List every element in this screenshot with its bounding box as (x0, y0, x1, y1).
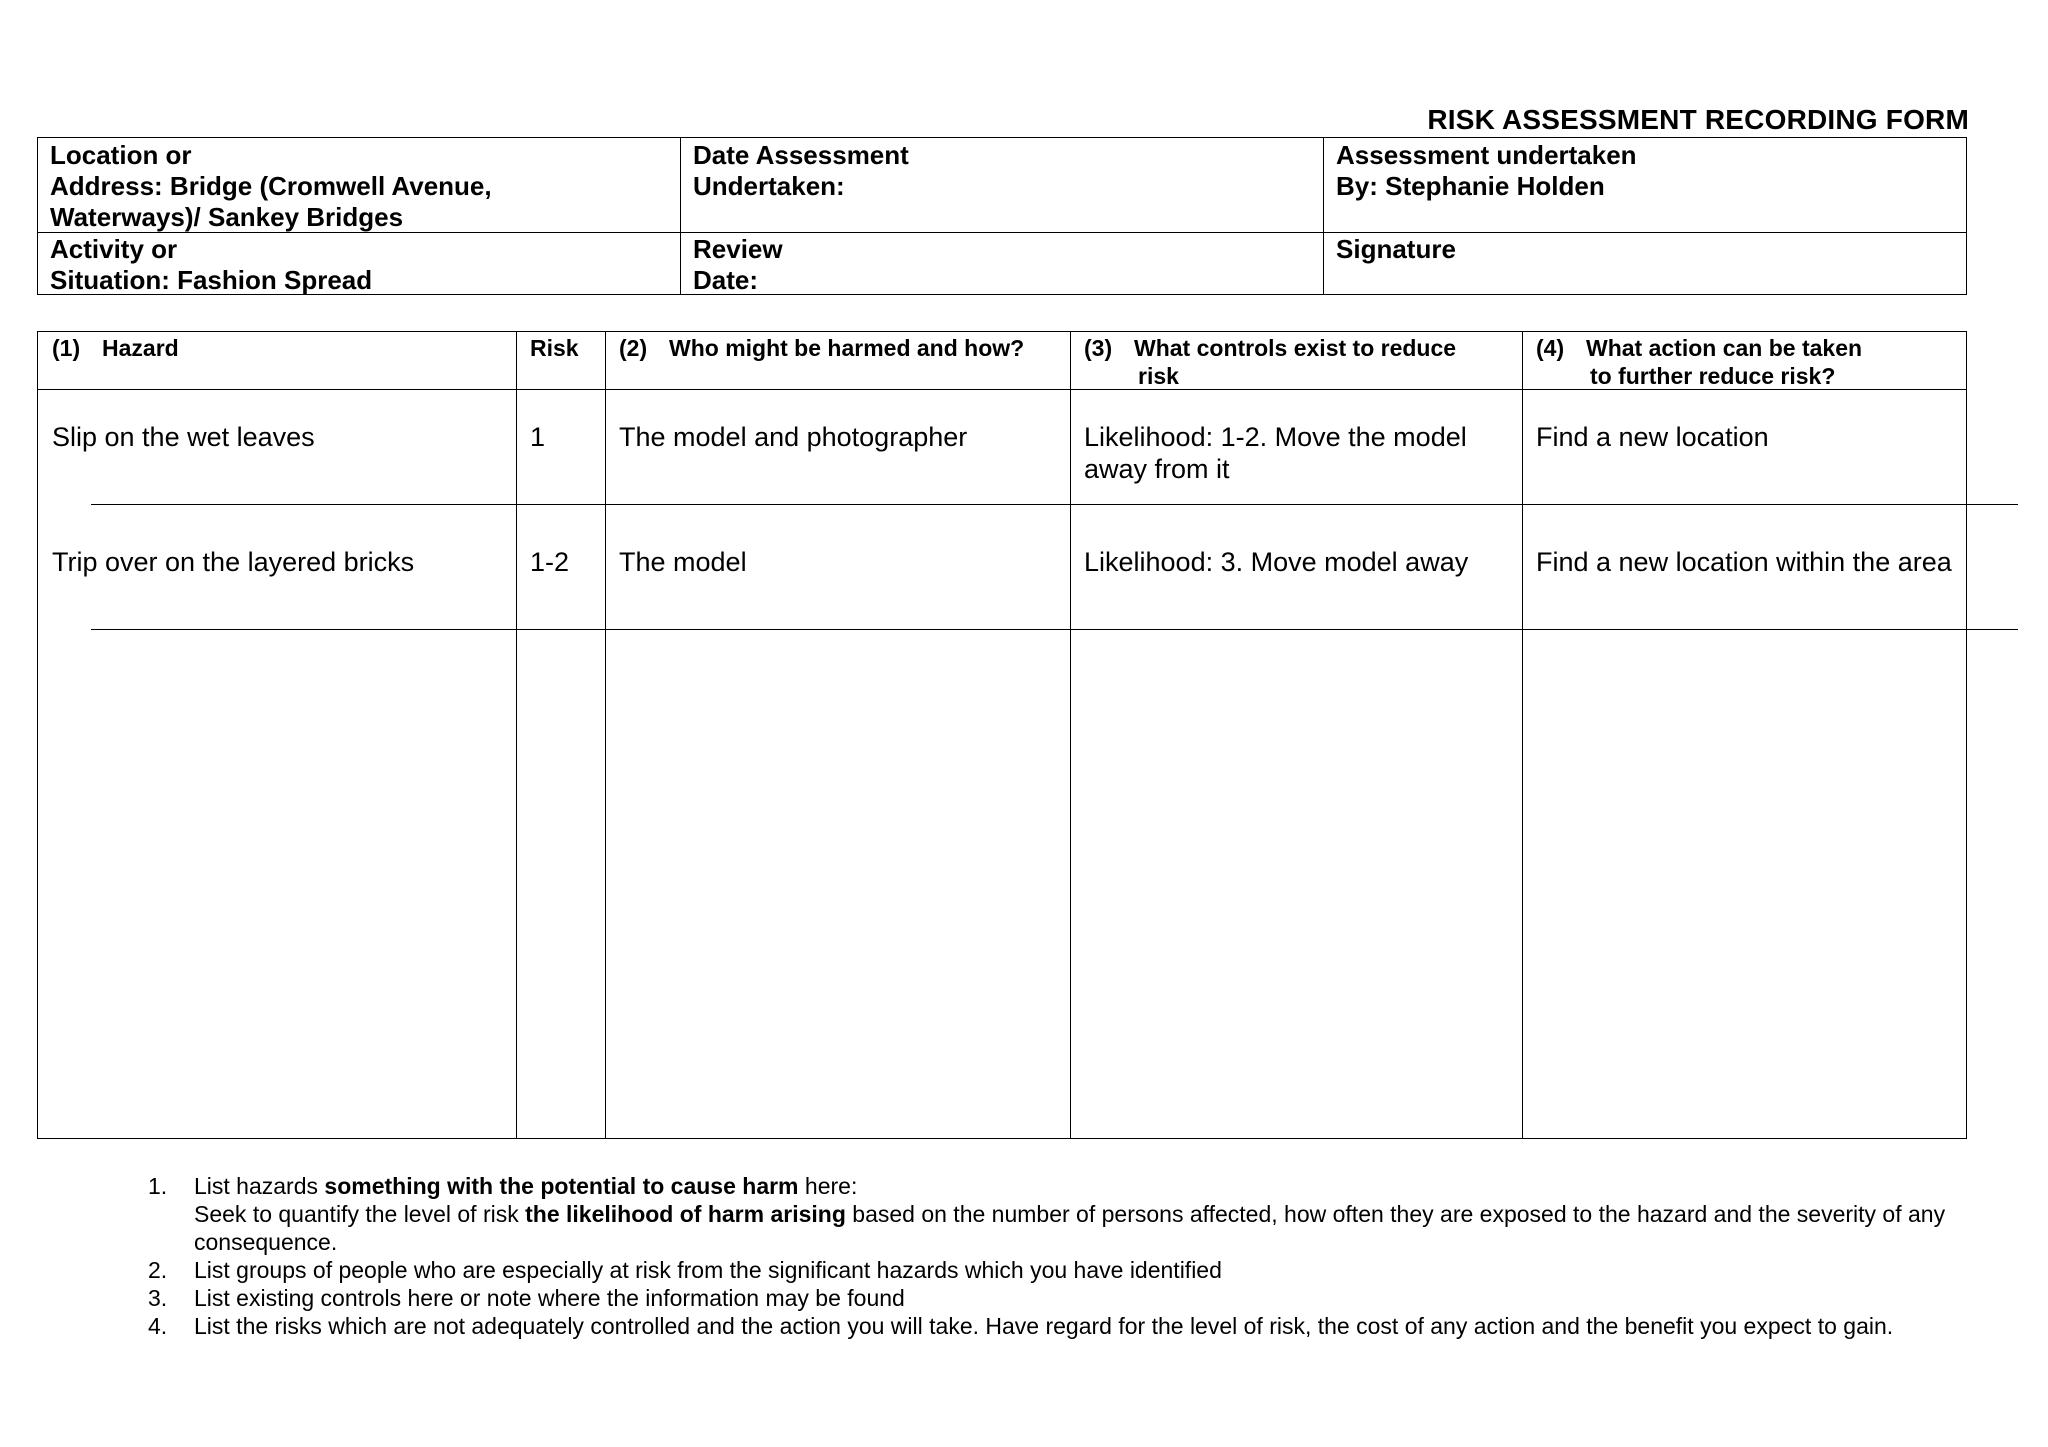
instruction-emphasis: the likelihood of harm arising (525, 1201, 846, 1227)
info-row-2 (38, 232, 1966, 294)
instruction-item (148, 1284, 1978, 1312)
review-label: Review (693, 234, 783, 264)
row1-action: Find a new location (1536, 422, 1769, 452)
header-action-label-cont: to further reduce risk? (1590, 363, 1836, 389)
instruction-item (148, 1312, 1978, 1340)
instruction-item (148, 1172, 1978, 1256)
header-action-num: (4) (1536, 335, 1565, 361)
row2-who: The model (619, 547, 747, 577)
assessor-label: Assessment undertaken (1336, 140, 1637, 170)
header-who-num: (2) (619, 335, 648, 361)
activity-cell (38, 232, 681, 294)
signature-label: Signature (1336, 234, 1456, 264)
date-assessment-label-cont: Undertaken: (693, 171, 845, 201)
header-controls-num: (3) (1084, 335, 1113, 361)
row2-controls-line: Likelihood: 3. Move model away (1084, 547, 1469, 577)
instruction-text-part: here: (798, 1173, 858, 1199)
signature-cell (1324, 232, 1966, 294)
date-assessment-cell (681, 138, 1324, 232)
header-action (1536, 334, 1862, 390)
activity-label: Activity or (50, 234, 178, 264)
date-assessment-label: Date Assessment (693, 140, 909, 170)
row2-controls (1084, 546, 1468, 578)
header-hazard-num: (1) (52, 335, 81, 361)
instruction-number: 4. (148, 1313, 168, 1339)
row1-controls (1084, 421, 1467, 485)
row1-hazard: Slip on the wet leaves (52, 422, 315, 452)
instruction-text-part: List hazards (194, 1173, 325, 1199)
row-divider (91, 504, 2018, 505)
row-divider (91, 629, 2018, 630)
instruction-text: List existing controls here or note where the information may be found (194, 1285, 905, 1311)
row1-controls-line: Likelihood: 1-2. Move the model (1084, 422, 1467, 452)
instruction-number: 3. (148, 1285, 168, 1311)
instruction-number: 2. (148, 1257, 168, 1283)
location-value: Address: Bridge (Cromwell Avenue, (50, 171, 492, 201)
review-date-cell (681, 232, 1324, 294)
row1-who: The model and photographer (619, 422, 968, 452)
assessor-cell (1324, 138, 1966, 232)
header-hazard-label: Hazard (102, 335, 179, 361)
header-who (619, 334, 1024, 362)
form-title: RISK ASSESSMENT RECORDING FORM (1427, 104, 1969, 135)
info-row-1 (38, 138, 1966, 233)
assessor-value: By: Stephanie Holden (1336, 171, 1605, 201)
instruction-text (194, 1172, 1978, 1200)
header-action-label: What action can be taken (1586, 335, 1863, 361)
row2-risk: 1-2 (530, 547, 570, 577)
location-value-cont: Waterways)/ Sankey Bridges (50, 202, 404, 232)
instruction-text (194, 1200, 1978, 1256)
instruction-text: List the risks which are not adequately controlled and the action you will take. Have regard for the level of risk, the cost of any action and the benefit you expect to gain. (194, 1313, 1894, 1339)
column-divider (1070, 332, 1071, 1138)
instruction-emphasis: something with the potential to cause harm (324, 1173, 799, 1199)
row2-action: Find a new location within the area (1536, 547, 1952, 577)
instruction-text: List groups of people who are especially at risk from the significant hazards which you have identified (194, 1257, 1222, 1283)
row2-hazard: Trip over on the layered bricks (52, 547, 415, 577)
column-divider (605, 332, 606, 1138)
instruction-text-part: Seek to quantify the level of risk (194, 1201, 526, 1227)
header-controls-label-cont: risk (1138, 363, 1179, 389)
row1-risk: 1 (530, 422, 546, 452)
location-cell (38, 138, 681, 232)
header-hazard (52, 334, 179, 362)
column-divider (1522, 332, 1523, 1138)
instruction-item (148, 1256, 1978, 1284)
location-label: Location or (50, 140, 192, 170)
hazard-table (37, 331, 1967, 1139)
header-controls-label: What controls exist to reduce (1134, 335, 1457, 361)
header-risk: Risk (530, 335, 579, 361)
review-date-label: Date: (693, 265, 759, 295)
instruction-number: 1. (148, 1173, 168, 1199)
assessment-info-table (37, 137, 1967, 295)
header-controls (1084, 334, 1456, 390)
row1-controls-line: away from it (1084, 454, 1230, 484)
header-who-label: Who might be harmed and how? (669, 335, 1025, 361)
instruction-text-part: based on the number of persons affected, how often they are exposed to the hazard and the severity of any consequence. (194, 1201, 1946, 1255)
column-divider (516, 332, 517, 1138)
instructions-list (148, 1172, 1978, 1340)
activity-value: Situation: Fashion Spread (50, 265, 373, 295)
